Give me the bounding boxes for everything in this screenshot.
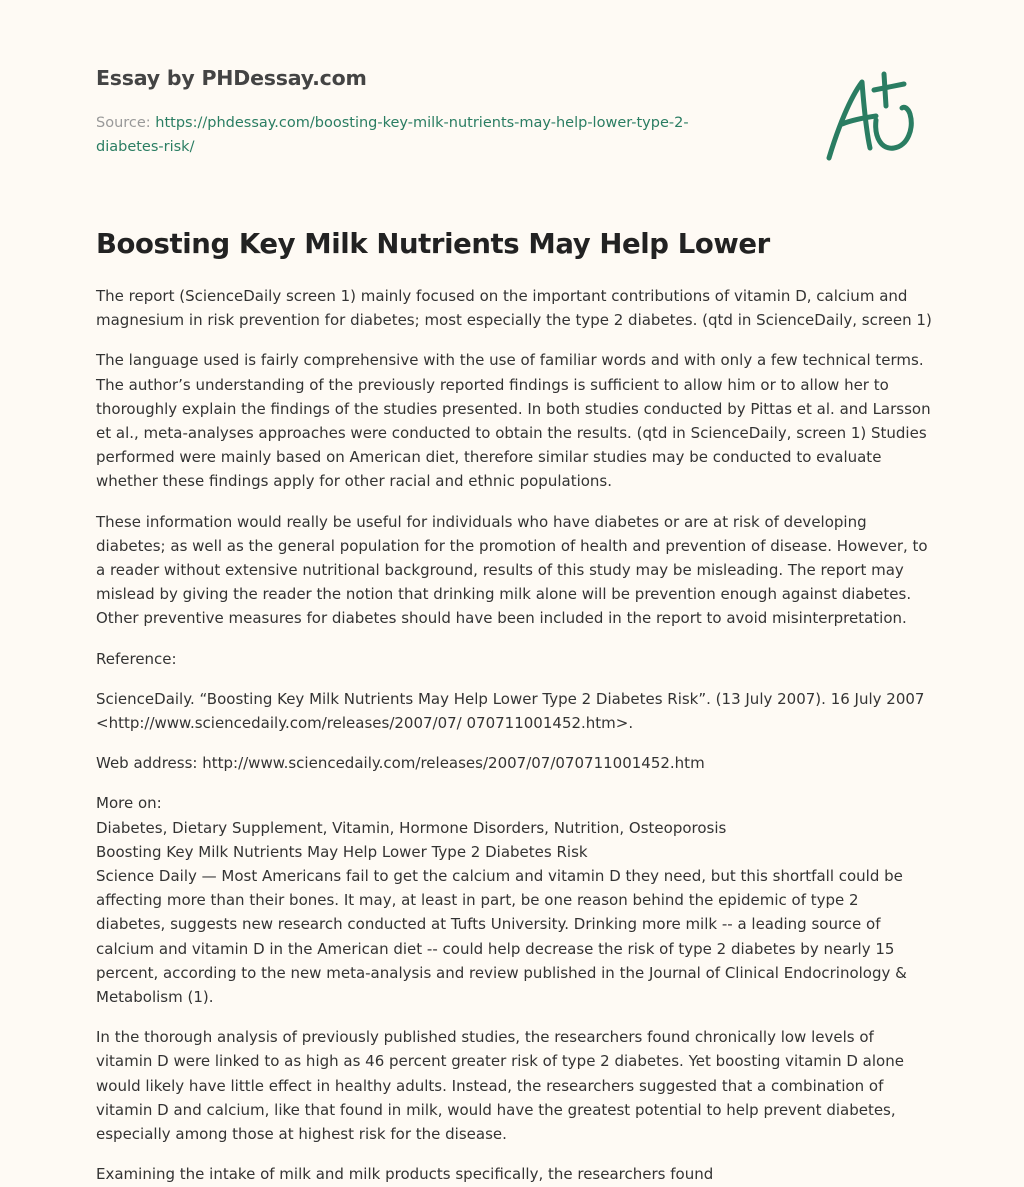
paragraph: Examining the intake of milk and milk products specifically, the researchers found xyxy=(96,1165,714,1184)
more-on-section xyxy=(96,791,932,1009)
more-on-label: More on: xyxy=(96,794,162,813)
paragraph: The language used is fairly comprehensive with the use of familiar words and with only a few technical terms. The author’s understanding of the previously reported findings is sufficient to allow him or to allow her to thoroughly explain the findings of the studies presented. In both studies conducted by Pittas et al. and Larsson et al., meta-analyses approaches were conducted to obtain the results. (qtd in ScienceDaily, screen 1) Studies performed were mainly based on American diet, therefore similar studies may be conducted to evaluate whether these findings apply for other racial and ethnic populations. xyxy=(96,351,931,491)
source-line xyxy=(96,111,776,159)
a-plus-grade-icon xyxy=(820,68,930,168)
source-link[interactable]: https://phdessay.com/boosting-key-milk-nutrients-may-help-lower-type-2- diabetes-risk/ xyxy=(96,115,689,155)
paragraph: The report (ScienceDaily screen 1) mainly focused on the important contributions of vitamin D, calcium and magnesium in risk prevention for diabetes; most especially the type 2 diabetes. (qtd in ScienceDaily, screen 1) xyxy=(96,287,932,330)
essay-body xyxy=(96,284,932,1187)
source-label: Source: xyxy=(96,115,151,131)
more-on-article-body: Science Daily — Most Americans fail to get the calcium and vitamin D they need, but this shortfall could be affecting more than their bones. It may, at least in part, be one reason behind the epidemic of type 2 diabetes, suggests new research conducted at Tufts University. Drinking more milk -- a leading source of calcium and vitamin D in the American diet -- could help decrease the risk of type 2 diabetes by nearly 15 percent, according to the new meta-analysis and review published in the Journal of Clinical Endocrinology & Metabolism (1). xyxy=(96,867,907,1007)
web-address: Web address: http://www.sciencedaily.com/releases/2007/07/070711001452.htm xyxy=(96,754,705,773)
paragraph: In the thorough analysis of previously published studies, the researchers found chronically low levels of vitamin D were linked to as high as 46 percent greater risk of type 2 diabetes. Yet boosting vitamin D alone would likely have little effect in healthy adults. Instead, the researchers suggested that a combination of vitamin D and calcium, like that found in milk, would have the greatest potential to help prevent diabetes, especially among those at highest risk for the disease. xyxy=(96,1028,904,1144)
paragraph: These information would really be useful for individuals who have diabetes or are at risk of developing diabetes; as well as the general population for the promotion of health and prevention of disease. However, to a reader without extensive nutritional background, results of this study may be misleading. The report may mislead by giving the reader the notion that drinking milk alone will be prevention enough against diabetes. Other preventive measures for diabetes should have been included in the report to avoid misinterpretation. xyxy=(96,512,928,628)
essay-title: Boosting Key Milk Nutrients May Help Lower xyxy=(96,228,770,260)
site-header xyxy=(96,62,776,159)
site-title: Essay by PHDessay.com xyxy=(96,66,367,90)
reference-heading: Reference: xyxy=(96,649,177,668)
more-on-topics: Diabetes, Dietary Supplement, Vitamin, Hormone Disorders, Nutrition, Osteoporosis xyxy=(96,818,727,837)
more-on-article-title: Boosting Key Milk Nutrients May Help Lower Type 2 Diabetes Risk xyxy=(96,842,588,861)
reference-citation: ScienceDaily. “Boosting Key Milk Nutrients May Help Lower Type 2 Diabetes Risk”. (13 July 2007). 16 July 2007 <http://www.sciencedaily.com/releases/2007/07/ 070711001452.htm>. xyxy=(96,689,925,733)
